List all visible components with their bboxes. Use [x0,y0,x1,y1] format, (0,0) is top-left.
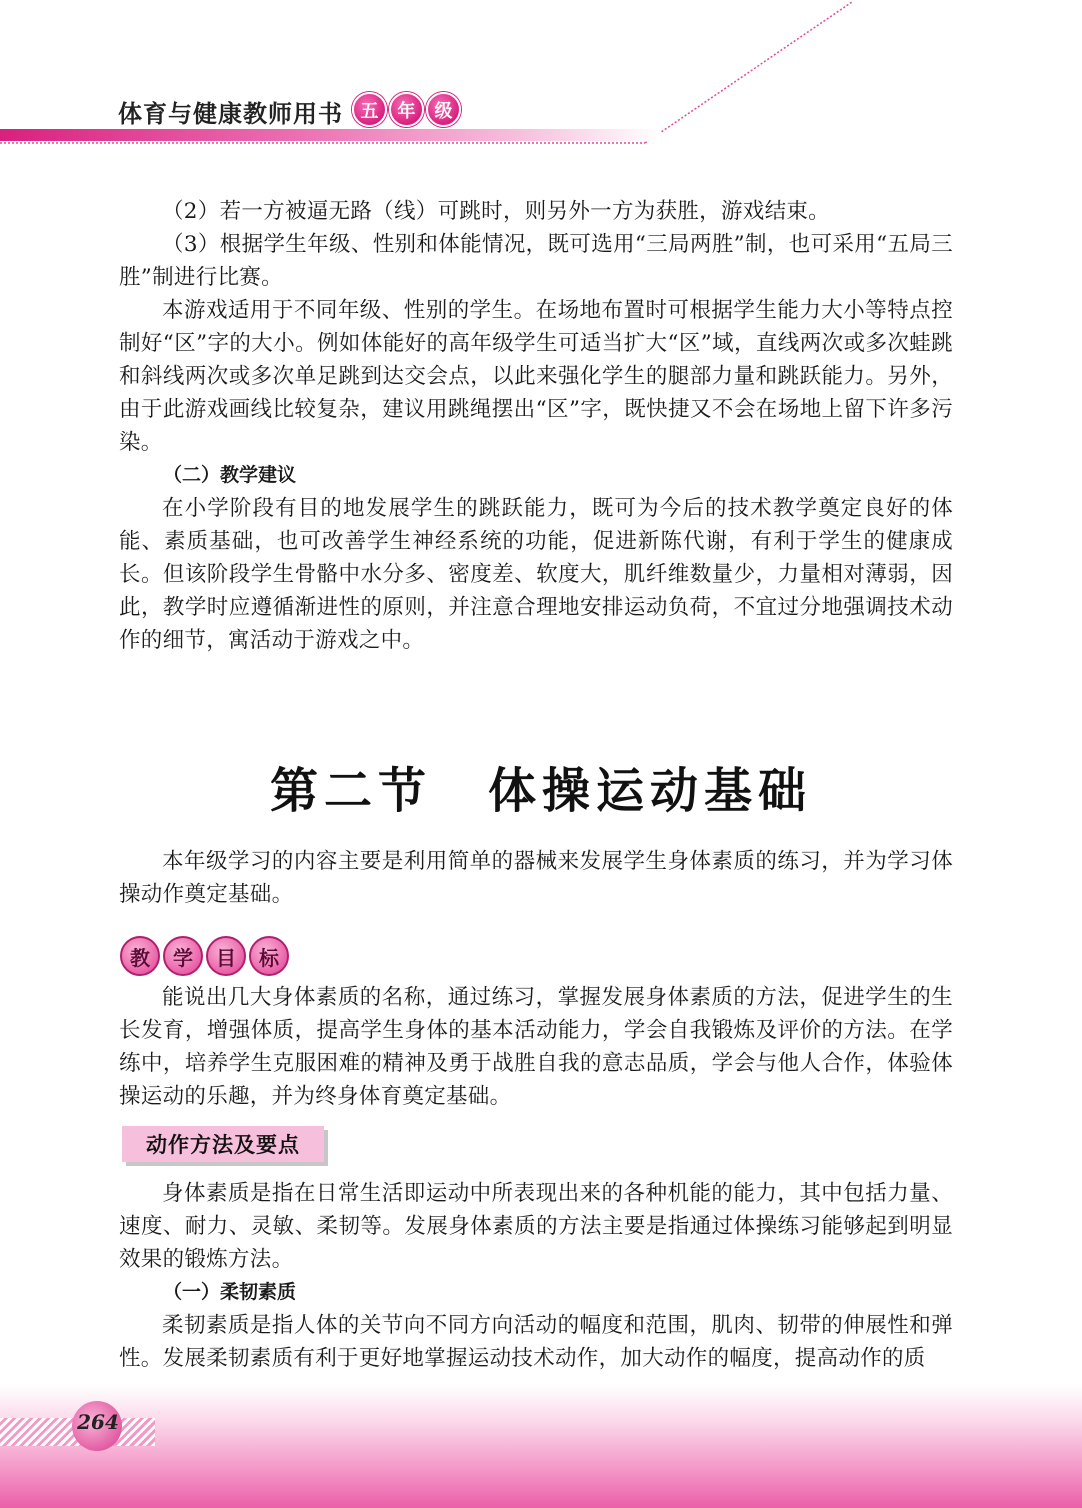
grade-badge: 五 [352,92,387,127]
grade-badge: 年 [389,92,424,127]
section-name: 体操运动基础 [488,763,813,819]
subheading-teaching: （二）教学建议 [163,464,297,486]
goal-badge-char: 教 [120,936,160,976]
method-block [119,1177,953,1375]
paragraph: 柔韧素质是指人体的关节向不同方向活动的幅度和范围，肌肉、韧带的伸展性和弹性。发展柔韧素质有利于更好地掌握运动技术动作，加大动作的幅度，提高动作的质 [119,1313,953,1371]
grade-badge: 级 [426,92,461,127]
grade-badges [352,92,461,127]
paragraph: （3）根据学生年级、性别和体能情况，既可选用“三局两胜”制，也可采用“五局三胜”制进行比赛。 [119,232,953,290]
top-content [119,195,953,657]
intro-block [119,845,953,911]
goal-badge-char: 学 [163,936,203,976]
goals-block [119,981,953,1113]
paragraph: 本游戏适用于不同年级、性别的学生。在场地布置时可根据学生能力大小等特点控制好“区”字的大小。例如体能好的高年级学生可适当扩大“区”域，直线两次或多次蛙跳和斜线两次或多次单足跳到达交会点，以此来强化学生的腿部力量和跳跃能力。另外，由于此游戏画线比较复杂，建议用跳绳摆出“区”字，既快捷又不会在场地上留下许多污染。 [119,298,953,455]
method-tag: 动作方法及要点 [122,1126,324,1162]
paragraph: 能说出几大身体素质的名称，通过练习，掌握发展身体素质的方法，促进学生的生长发育，增强体质，提高学生身体的基本活动能力，学会自我锻炼及评价的方法。在学练中，培养学生克服困难的精神及勇于战胜自我的意志品质，学会与他人合作，体验体操运动的乐趣，并为终身体育奠定基础。 [119,985,953,1109]
section-number: 第二节 [269,763,432,819]
paragraph: 本年级学习的内容主要是利用简单的器械来发展学生身体素质的练习，并为学习体操动作奠定基础。 [119,849,953,907]
paragraph: 在小学阶段有目的地发展学生的跳跃能力，既可为今后的技术教学奠定良好的体能、素质基础，也可改善学生神经系统的功能，促进新陈代谢，有利于学生的健康成长。但该阶段学生骨骼中水分多、密度差、软度大，肌纤维数量少，力量相对薄弱，因此，教学时应遵循渐进性的原则，并注意合理地安排运动负荷，不宜过分地强调技术动作的细节，寓活动于游戏之中。 [119,496,953,653]
book-title: 体育与健康教师用书 [118,99,343,128]
goal-badge-char: 目 [206,936,246,976]
paragraph: 身体素质是指在日常生活即运动中所表现出来的各种机能的能力，其中包括力量、速度、耐力、灵敏、柔韧等。发展身体素质的方法主要是指通过体操练习能够起到明显效果的锻炼方法。 [119,1181,953,1272]
section-title [0,752,1082,821]
subheading-flexibility: （一）柔韧素质 [163,1281,297,1303]
page-number: 264 [77,1410,119,1434]
header-band [0,129,660,141]
page-footer [0,1385,1082,1508]
paragraph: （2）若一方被逼无路（线）可跳时，则另外一方为获胜，游戏结束。 [162,199,830,224]
page-header [0,0,1082,150]
goal-badge-char: 标 [249,936,289,976]
teaching-goals-badge [120,936,289,976]
